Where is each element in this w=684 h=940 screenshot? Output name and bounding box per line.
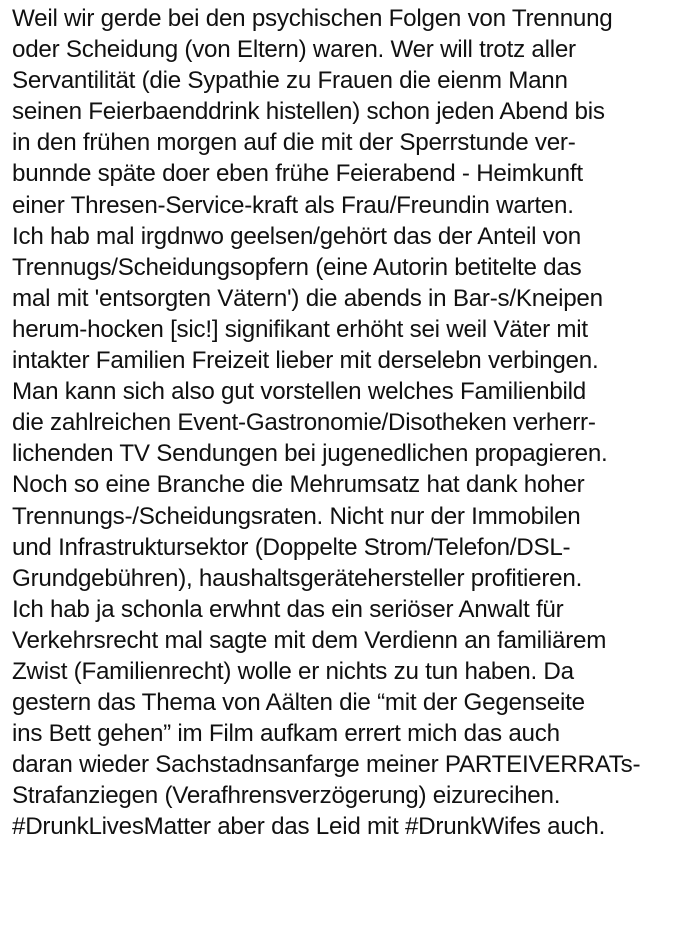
text-line-1: Weil wir gerde bei den psychischen Folgen von Trennung xyxy=(12,5,613,32)
text-line-6: bunnde späte doer eben frühe Feierabend - Heimkunft xyxy=(12,160,583,188)
text-line-11: herum-hocken [sic!] signifikant erhöht sei weil Väter mit xyxy=(12,315,588,343)
text-line-4: seinen Feierbaenddrink histellen) schon jeden Abend bis xyxy=(12,98,605,126)
text-line-25: daran wieder Sachstadnsanfarge meiner PARTEIVERRATs- xyxy=(12,751,641,779)
text-line-8: Ich hab mal irgdnwo geelsen/gehört das der Anteil von xyxy=(12,222,581,250)
text-line-12: intakter Familien Freizeit lieber mit derselebn verbingen. xyxy=(12,347,599,375)
text-line-23: gestern das Thema von Aälten die “mit der Gegenseite xyxy=(12,689,585,717)
text-line-5: in den frühen morgen auf die mit der Sperrstunde ver- xyxy=(12,129,576,157)
text-line-9: Trennugs/Scheidungsopfern (eine Autorin betitelte das xyxy=(12,253,582,281)
text-line-7: einer Thresen-Service-kraft als Frau/Freundin warten. xyxy=(12,191,574,219)
text-line-2: oder Scheidung (von Eltern) waren. Wer will trotz aller xyxy=(12,36,576,64)
text-line-21: Verkehrsrecht mal sagte mit dem Verdienn an familiärem xyxy=(12,626,607,654)
text-line-15: lichenden TV Sendungen bei jugenedlichen propagieren. xyxy=(12,440,608,468)
text-line-13: Man kann sich also gut vorstellen welches Familienbild xyxy=(12,378,587,406)
text-line-14: die zahlreichen Event-Gastronomie/Disotheken verherr- xyxy=(12,409,596,437)
body-text xyxy=(12,3,684,843)
text-line-17: Trennungs-/Scheidungsraten. Nicht nur der Immobilen xyxy=(12,502,581,530)
text-line-20: Ich hab ja schonla erwhnt das ein seriöser Anwalt für xyxy=(12,595,564,623)
text-line-26: Strafanziegen (Verafhrensverzögerung) eizurecihen. xyxy=(12,782,561,810)
text-line-22: Zwist (Familienrecht) wolle er nichts zu tun haben. Da xyxy=(12,657,574,685)
text-line-19: Grundgebühren), haushaltsgerätehersteller profitieren. xyxy=(12,564,583,592)
text-line-18: und Infrastruktursektor (Doppelte Strom/Telefon/DSL- xyxy=(12,533,571,561)
text-line-10: mal mit 'entsorgten Vätern') die abends in Bar-s/Kneipen xyxy=(12,284,603,312)
text-line-3: Servantilität (die Sypathie zu Frauen die eienm Mann xyxy=(12,67,568,95)
text-line-27: #DrunkLivesMatter aber das Leid mit #DrunkWifes auch. xyxy=(12,813,606,841)
text-line-24: ins Bett gehen” im Film aufkam errert mich das auch xyxy=(12,720,560,748)
text-line-16: Noch so eine Branche die Mehrumsatz hat dank hoher xyxy=(12,471,585,499)
